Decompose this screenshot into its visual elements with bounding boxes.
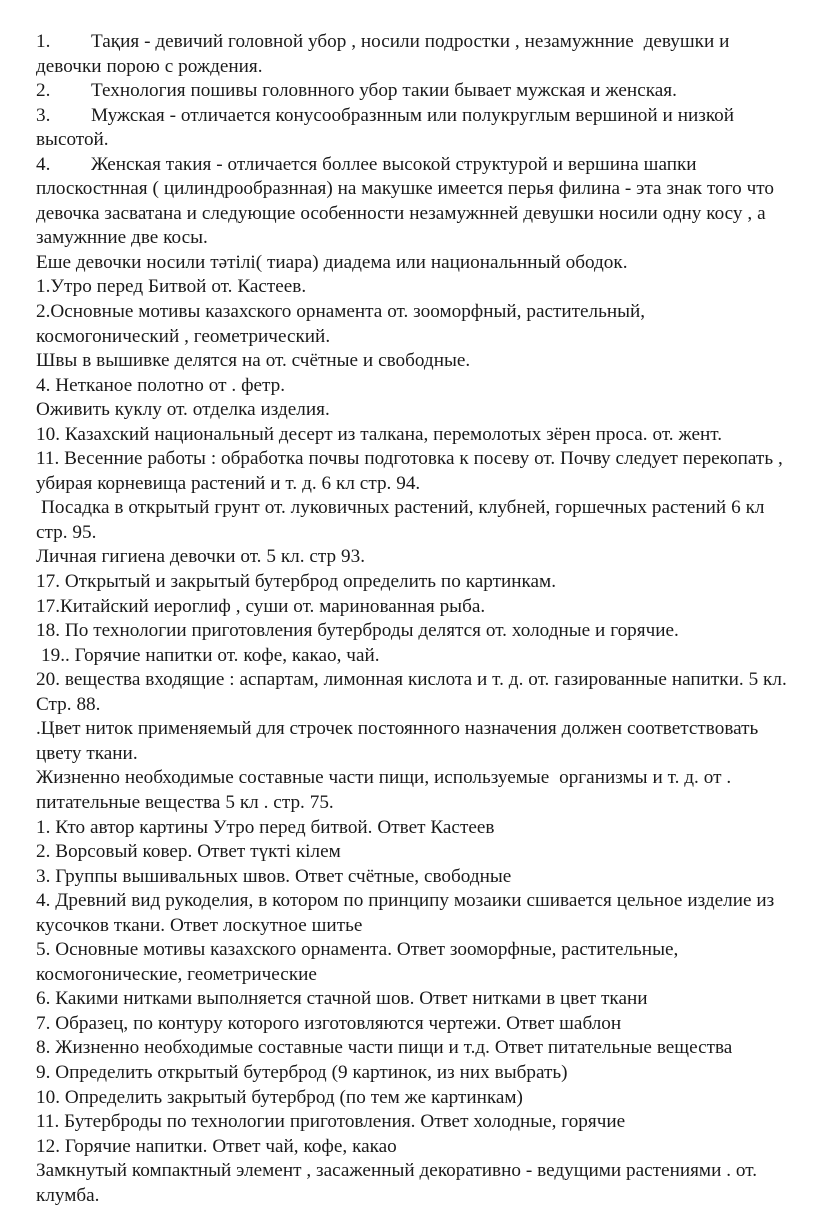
paragraph-ans-3 bbox=[36, 865, 790, 890]
paragraph-text: Замкнутый компактный элемент , засаженный декоративно - ведущими растениями . от. клумба. bbox=[36, 1160, 762, 1206]
paragraph-text: Швы в вышивке делятся на от. счётные и свободные. bbox=[36, 350, 471, 372]
paragraph-text: Личная гигиена девочки от. 5 кл. стр 93. bbox=[36, 546, 366, 568]
paragraph-line-tiara bbox=[36, 251, 790, 276]
paragraph-ans-8 bbox=[36, 1036, 790, 1061]
paragraph-line-q17b bbox=[36, 595, 790, 620]
paragraph-text: Женская такия - отличается боллее высокой структурой и вершина шапки плоскостнная ( цилиндрообразнная) на макушке имеется перья филина - эта знак того что девочка засватана и следующие особенности незамужнней девушки носили одну косу , а замужнние две косы. bbox=[36, 153, 779, 249]
paragraph-text: 9. Определить открытый бутерброд (9 картинок, из них выбрать) bbox=[36, 1061, 568, 1083]
paragraph-text: 1.Утро перед Битвой от. Кастеев. bbox=[36, 276, 307, 298]
paragraph-text: Технология пошивы головнного убор такии бывает мужская и женская. bbox=[91, 80, 677, 102]
paragraph-line-seams bbox=[36, 349, 790, 374]
paragraph-ans-6 bbox=[36, 987, 790, 1012]
paragraph-ans-12 bbox=[36, 1135, 790, 1160]
paragraph-text: Тақия - девичий головной убор , носили подростки , незамужнние девушки и девочки порою с рождения. bbox=[36, 31, 735, 77]
paragraph-ans-7 bbox=[36, 1012, 790, 1037]
paragraph-line-q1 bbox=[36, 275, 790, 300]
paragraph-text: 19.. Горячие напитки от. кофе, какао, чай. bbox=[41, 644, 380, 666]
paragraph-item-3 bbox=[36, 104, 790, 153]
paragraph-ans-10 bbox=[36, 1086, 790, 1111]
paragraph-item-2 bbox=[36, 79, 790, 104]
paragraph-line-planting bbox=[36, 496, 790, 545]
paragraph-line-q19 bbox=[36, 644, 790, 669]
paragraph-line-nutrients bbox=[36, 766, 790, 815]
list-number: 4. bbox=[36, 153, 51, 175]
paragraph-text: 17. Открытый и закрытый бутерброд определить по картинкам. bbox=[36, 571, 556, 593]
paragraph-text: 11. Бутерброды по технологии приготовления. Ответ холодные, горячие bbox=[36, 1111, 626, 1133]
paragraph-text: 10. Определить закрытый бутерброд (по тем же картинкам) bbox=[36, 1086, 523, 1108]
paragraph-text: 7. Образец, по контуру которого изготовляются чертежи. Ответ шаблон bbox=[36, 1012, 622, 1034]
paragraph-text: 1. Кто автор картины Утро перед битвой. Ответ Кастеев bbox=[36, 816, 495, 838]
paragraph-text: 4. Древний вид рукоделия, в котором по принципу мозаики сшивается цельное изделие из кусочков ткани. Ответ лоскутное шитье bbox=[36, 890, 780, 936]
list-number: 3. bbox=[36, 104, 51, 126]
paragraph-text: 10. Казахский национальный десерт из талкана, перемолотых зёрен проса. от. жент. bbox=[36, 423, 722, 445]
paragraph-line-q17a bbox=[36, 570, 790, 595]
paragraph-ans-5 bbox=[36, 938, 790, 987]
paragraph-line-thread-color bbox=[36, 717, 790, 766]
paragraph-line-flowerbed bbox=[36, 1159, 790, 1208]
paragraph-text: 12. Горячие напитки. Ответ чай, кофе, какао bbox=[36, 1135, 397, 1157]
paragraph-line-q20 bbox=[36, 668, 790, 717]
paragraph-item-4 bbox=[36, 153, 790, 251]
paragraph-text: Посадка в открытый грунт от. луковичных растений, клубней, горшечных растений 6 кл стр. 95. bbox=[36, 497, 770, 543]
paragraph-text: 6. Какими нитками выполняется стачной шов. Ответ нитками в цвет ткани bbox=[36, 988, 648, 1010]
paragraph-text: 3. Группы вышивальных швов. Ответ счётные, свободные bbox=[36, 865, 512, 887]
paragraph-text: Оживить куклу от. отделка изделия. bbox=[36, 399, 330, 421]
list-number: 1. bbox=[36, 31, 51, 52]
paragraph-line-q11 bbox=[36, 447, 790, 496]
paragraph-line-hygiene bbox=[36, 545, 790, 570]
document-text-body bbox=[36, 30, 790, 1208]
paragraph-text: 4. Нетканое полотно от . фетр. bbox=[36, 374, 286, 396]
paragraph-item-1 bbox=[36, 30, 790, 79]
paragraph-ans-9 bbox=[36, 1061, 790, 1086]
paragraph-text: Жизненно необходимые составные части пищи, используемые организмы и т. д. от . питательные вещества 5 кл . стр. 75. bbox=[36, 767, 737, 813]
paragraph-ans-1 bbox=[36, 816, 790, 841]
paragraph-text: Мужская - отличается конусообразнным или полукруглым вершиной и низкой высотой. bbox=[36, 104, 739, 151]
paragraph-text: 18. По технологии приготовления бутерброды делятся от. холодные и горячие. bbox=[36, 620, 679, 642]
paragraph-text: 20. вещества входящие : аспартам, лимонная кислота и т. д. от. газированные напитки. 5 кл. Стр. 88. bbox=[36, 669, 792, 715]
paragraph-ans-11 bbox=[36, 1110, 790, 1135]
paragraph-text: 2.Основные мотивы казахского орнамента от. зооморфный, растительный, космогонический , геометрический. bbox=[36, 301, 650, 347]
paragraph-text: 11. Весенние работы : обработка почвы подготовка к посеву от. Почву следует перекопать , убирая корневища растений и т. д. 6 кл стр. 94. bbox=[36, 448, 788, 494]
paragraph-line-q2 bbox=[36, 300, 790, 349]
paragraph-line-q18 bbox=[36, 619, 790, 644]
paragraph-text: 2. Ворсовый ковер. Ответ түкті кілем bbox=[36, 841, 341, 863]
paragraph-text: 8. Жизненно необходимые составные части пищи и т.д. Ответ питательные вещества bbox=[36, 1037, 733, 1059]
paragraph-line-q10 bbox=[36, 423, 790, 448]
paragraph-line-q4 bbox=[36, 374, 790, 399]
paragraph-ans-4 bbox=[36, 889, 790, 938]
paragraph-text: 17.Китайский иероглиф , суши от. маринованная рыба. bbox=[36, 595, 486, 617]
paragraph-line-doll bbox=[36, 398, 790, 423]
paragraph-text: 5. Основные мотивы казахского орнамента. Ответ зооморфные, растительные, космогонические, геометрические bbox=[36, 939, 684, 985]
paragraph-text: .Цвет ниток применяемый для строчек постоянного назначения должен соответствовать цвету ткани. bbox=[36, 718, 764, 764]
paragraph-text: Еше девочки носили тәтілі( тиара) диадема или национальнный ободок. bbox=[36, 251, 628, 273]
list-number: 2. bbox=[36, 80, 51, 102]
paragraph-ans-2 bbox=[36, 840, 790, 865]
